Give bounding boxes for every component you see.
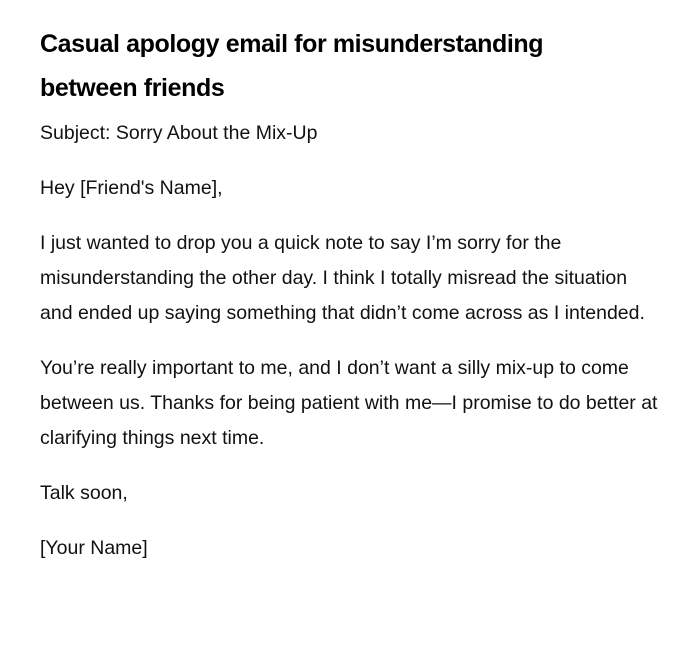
- email-body-paragraph-2: You’re really important to me, and I don’t want a silly mix-up to come between us. Thanks for being patient with me—I promise to do better at clarifying things next time.: [40, 357, 658, 449]
- document-title: Casual apology email for misunderstanding between friends: [40, 30, 544, 102]
- email-body-paragraph-1: I just wanted to drop you a quick note to say I’m sorry for the misunderstanding the other day. I think I totally misread the situation and ended up saying something that didn’t come across as I intended.: [40, 232, 645, 324]
- email-closing: Talk soon,: [40, 482, 128, 504]
- email-subject-line: Subject: Sorry About the Mix-Up: [40, 122, 318, 144]
- email-signature: [Your Name]: [40, 537, 148, 559]
- email-greeting: Hey [Friend's Name],: [40, 177, 223, 199]
